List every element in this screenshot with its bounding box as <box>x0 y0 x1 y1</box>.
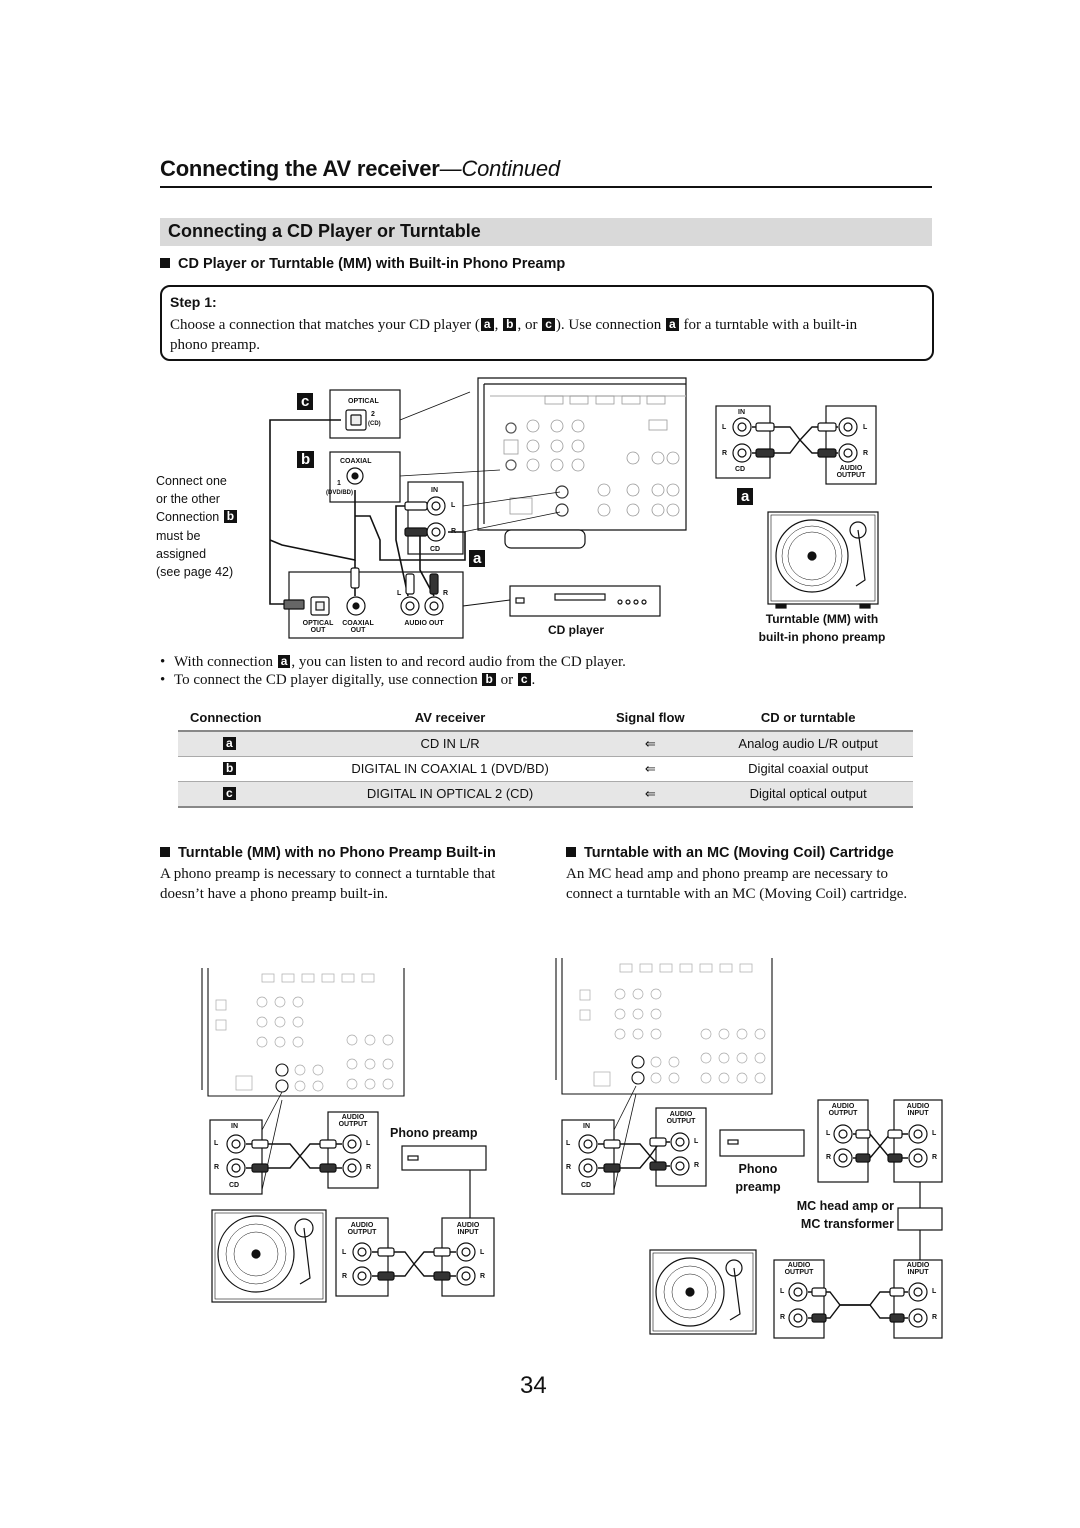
body-line: An MC head amp and phono preamp are necessary to <box>566 866 888 882</box>
d3-preamp-in-r: R <box>932 1154 938 1161</box>
d2-l-label: L <box>214 1140 219 1147</box>
phono-preamp-caption: Phono preamp <box>390 1126 478 1140</box>
body-line: A phono preamp is necessary to connect a turntable that <box>160 866 496 882</box>
bullet-text: , you can listen to and record audio from the CD player. <box>291 654 626 670</box>
player-r-label: R <box>443 590 449 597</box>
d3-mc-out-r: R <box>826 1154 832 1161</box>
tt-in-l-label: L <box>722 424 727 431</box>
optical-sub: (CD) <box>368 421 381 427</box>
d3-tt-l: L <box>780 1288 785 1295</box>
d2-cd-label: CD <box>229 1182 240 1189</box>
d2-tt-r-label: R <box>342 1273 348 1280</box>
caption-line: preamp <box>735 1180 781 1194</box>
section-title: Connecting a CD Player or Turntable <box>168 221 481 241</box>
turntable-caption-line: built-in phono preamp <box>758 630 886 644</box>
d2-r-label: R <box>214 1164 220 1171</box>
table-cell: Analog audio L/R output <box>703 731 913 757</box>
table-cell: ⇐ <box>597 757 703 782</box>
d2-tt-audio-output: AUDIO OUTPUT <box>347 1222 377 1236</box>
connection-badge-a-turntable: a <box>737 488 753 505</box>
optical-number: 2 <box>371 411 375 418</box>
player-optical-out: OPTICAL OUT <box>302 620 334 634</box>
player-coaxial-out: COAXIAL OUT <box>342 620 374 634</box>
tt-out-r-label: R <box>863 450 869 457</box>
receiver-rear-panel-small-2 <box>556 958 772 1094</box>
tt-audio-output-label: AUDIO OUTPUT <box>836 465 866 479</box>
subsection-title: CD Player or Turntable (MM) with Built-in Phono Preamp <box>178 256 566 272</box>
bullet-digital: • To connect the CD player digitally, use connection b or c . <box>160 672 536 688</box>
d3-tt-audio-output: AUDIO OUTPUT <box>784 1262 814 1276</box>
optical-label: OPTICAL <box>348 398 379 405</box>
step-label: Step 1: <box>170 294 217 310</box>
body-line: connect a turntable with an MC (Moving Coil) cartridge. <box>566 886 908 902</box>
d3-preamp-in-l: L <box>932 1130 937 1137</box>
d3-preamp-audio-output: AUDIO OUTPUT <box>666 1111 696 1125</box>
step-text: ). Use connection <box>555 317 662 333</box>
d3-preamp-audio-input: AUDIO INPUT <box>906 1103 930 1117</box>
caption-line: MC head amp or <box>796 1199 894 1213</box>
table-cell: DIGITAL IN COAXIAL 1 (DVD/BD) <box>303 757 597 782</box>
bullet-text: With connection <box>174 654 273 670</box>
coaxial-sub: (DVD/BD) <box>326 490 353 496</box>
d2-in-r-label: R <box>480 1273 486 1280</box>
player-audio-out: AUDIO OUT <box>404 620 444 627</box>
d2-tt-l-label: L <box>342 1249 347 1256</box>
letter-badge-c: c <box>542 318 555 331</box>
subsection-title: Turntable with an MC (Moving Coil) Cartridge <box>584 845 894 861</box>
bullet-analog: • With connection a , you can listen to and record audio from the CD player. <box>160 654 626 670</box>
letter-badge-b: b <box>503 318 516 331</box>
cd-player-caption: CD player <box>548 623 605 637</box>
cd-in-cd-label: CD <box>430 546 441 553</box>
letter-badge-b: b <box>482 673 495 686</box>
step-text: phono preamp. <box>170 337 260 353</box>
table-cell: CD IN L/R <box>303 731 597 757</box>
turntable-caption-line: Turntable (MM) with <box>765 612 879 626</box>
body-line: doesn’t have a phono preamp built-in. <box>160 886 389 902</box>
cd-in-l-label: L <box>451 502 456 509</box>
table-cell: DIGITAL IN OPTICAL 2 (CD) <box>303 782 597 808</box>
page-number: 34 <box>520 1372 547 1399</box>
bullet-text: . <box>531 672 536 688</box>
caption-line: MC transformer <box>800 1217 894 1231</box>
d3-in-label: IN <box>583 1123 590 1130</box>
d2-in-label: IN <box>231 1123 238 1130</box>
side-note-line: must be <box>156 528 201 543</box>
d3-mc-in-l: L <box>932 1288 937 1295</box>
bullet-text: or <box>500 672 514 688</box>
coaxial-number: 1 <box>337 480 341 487</box>
tt-in-r-label: R <box>722 450 728 457</box>
d3-mc-out-l: L <box>826 1130 831 1137</box>
bullet-text: To connect the CD player digitally, use connection <box>174 672 478 688</box>
d2-preamp-l-label: L <box>366 1140 371 1147</box>
table-cell: Digital optical output <box>703 782 913 808</box>
letter-badge: b <box>223 762 236 775</box>
tt-in-cd-label: CD <box>735 466 746 473</box>
d2-preamp-audio-output: AUDIO OUTPUT <box>338 1114 368 1128</box>
step-text: for a turntable with a built-in <box>683 317 858 333</box>
step-sep: , <box>494 317 499 333</box>
table-cell: ⇐ <box>597 731 703 757</box>
table-header: Connection <box>178 706 303 731</box>
d3-mc-audio-input: AUDIO INPUT <box>906 1262 930 1276</box>
table-header: CD or turntable <box>703 706 913 731</box>
receiver-cd-in-inset-3 <box>562 1086 636 1194</box>
tt-in-label: IN <box>738 409 745 416</box>
connection-badge-a: a <box>469 550 485 567</box>
letter-badge-b: b <box>224 510 237 523</box>
mc-head-amp-caption <box>770 1197 894 1233</box>
table-header: AV receiver <box>303 706 597 731</box>
side-note-line: (see page 42) <box>156 565 234 580</box>
side-note-line: assigned <box>156 546 207 561</box>
table-cell: Digital coaxial output <box>703 757 913 782</box>
connection-badge-b: b <box>297 451 314 468</box>
letter-badge: a <box>223 737 236 750</box>
d3-cd-label: CD <box>581 1182 592 1189</box>
subsection-title: Turntable (MM) with no Phono Preamp Built-in <box>178 845 496 861</box>
d2-preamp-audio-input: AUDIO INPUT <box>456 1222 480 1236</box>
step-sep: , or <box>517 317 538 333</box>
d3-l-label: L <box>566 1140 571 1147</box>
coaxial-label: COAXIAL <box>340 458 372 465</box>
side-note-text: Connection <box>156 510 220 525</box>
cd-in-label: IN <box>431 487 438 494</box>
caption-line: Phono <box>738 1162 778 1176</box>
page-title-continued: —Continued <box>439 156 560 181</box>
table-cell: ⇐ <box>597 782 703 808</box>
tt-out-l-label: L <box>863 424 868 431</box>
player-l-label: L <box>397 590 402 597</box>
connection-badge-c: c <box>297 393 313 410</box>
step-text: Choose a connection that matches your CD player ( <box>170 317 480 333</box>
d2-in-l-label: L <box>480 1249 485 1256</box>
letter-badge-a: a <box>278 655 291 668</box>
turntable-mc <box>650 1250 756 1334</box>
letter-badge-c: c <box>518 673 531 686</box>
d3-preamp-r-label: R <box>694 1162 700 1169</box>
d3-mc-in-r: R <box>932 1314 938 1321</box>
d3-r-label: R <box>566 1164 572 1171</box>
side-note-line: or the other <box>156 492 220 507</box>
letter-badge: c <box>223 787 236 800</box>
letter-badge-a: a <box>481 318 494 331</box>
cd-in-r-label: R <box>451 528 457 535</box>
d3-tt-r: R <box>780 1314 786 1321</box>
side-note-line: Connect one <box>156 474 227 488</box>
letter-badge-a: a <box>666 318 679 331</box>
mc-transformer-box <box>898 1182 942 1262</box>
d3-phono-preamp-caption <box>722 1160 794 1196</box>
page-title: Connecting the AV receiver <box>160 156 440 181</box>
mc-phono-preamp-box <box>720 1130 804 1156</box>
d2-preamp-r-label: R <box>366 1164 372 1171</box>
table-header: Signal flow <box>597 706 703 731</box>
d3-preamp-l-label: L <box>694 1138 699 1145</box>
d3-mc-audio-output: AUDIO OUTPUT <box>828 1103 858 1117</box>
